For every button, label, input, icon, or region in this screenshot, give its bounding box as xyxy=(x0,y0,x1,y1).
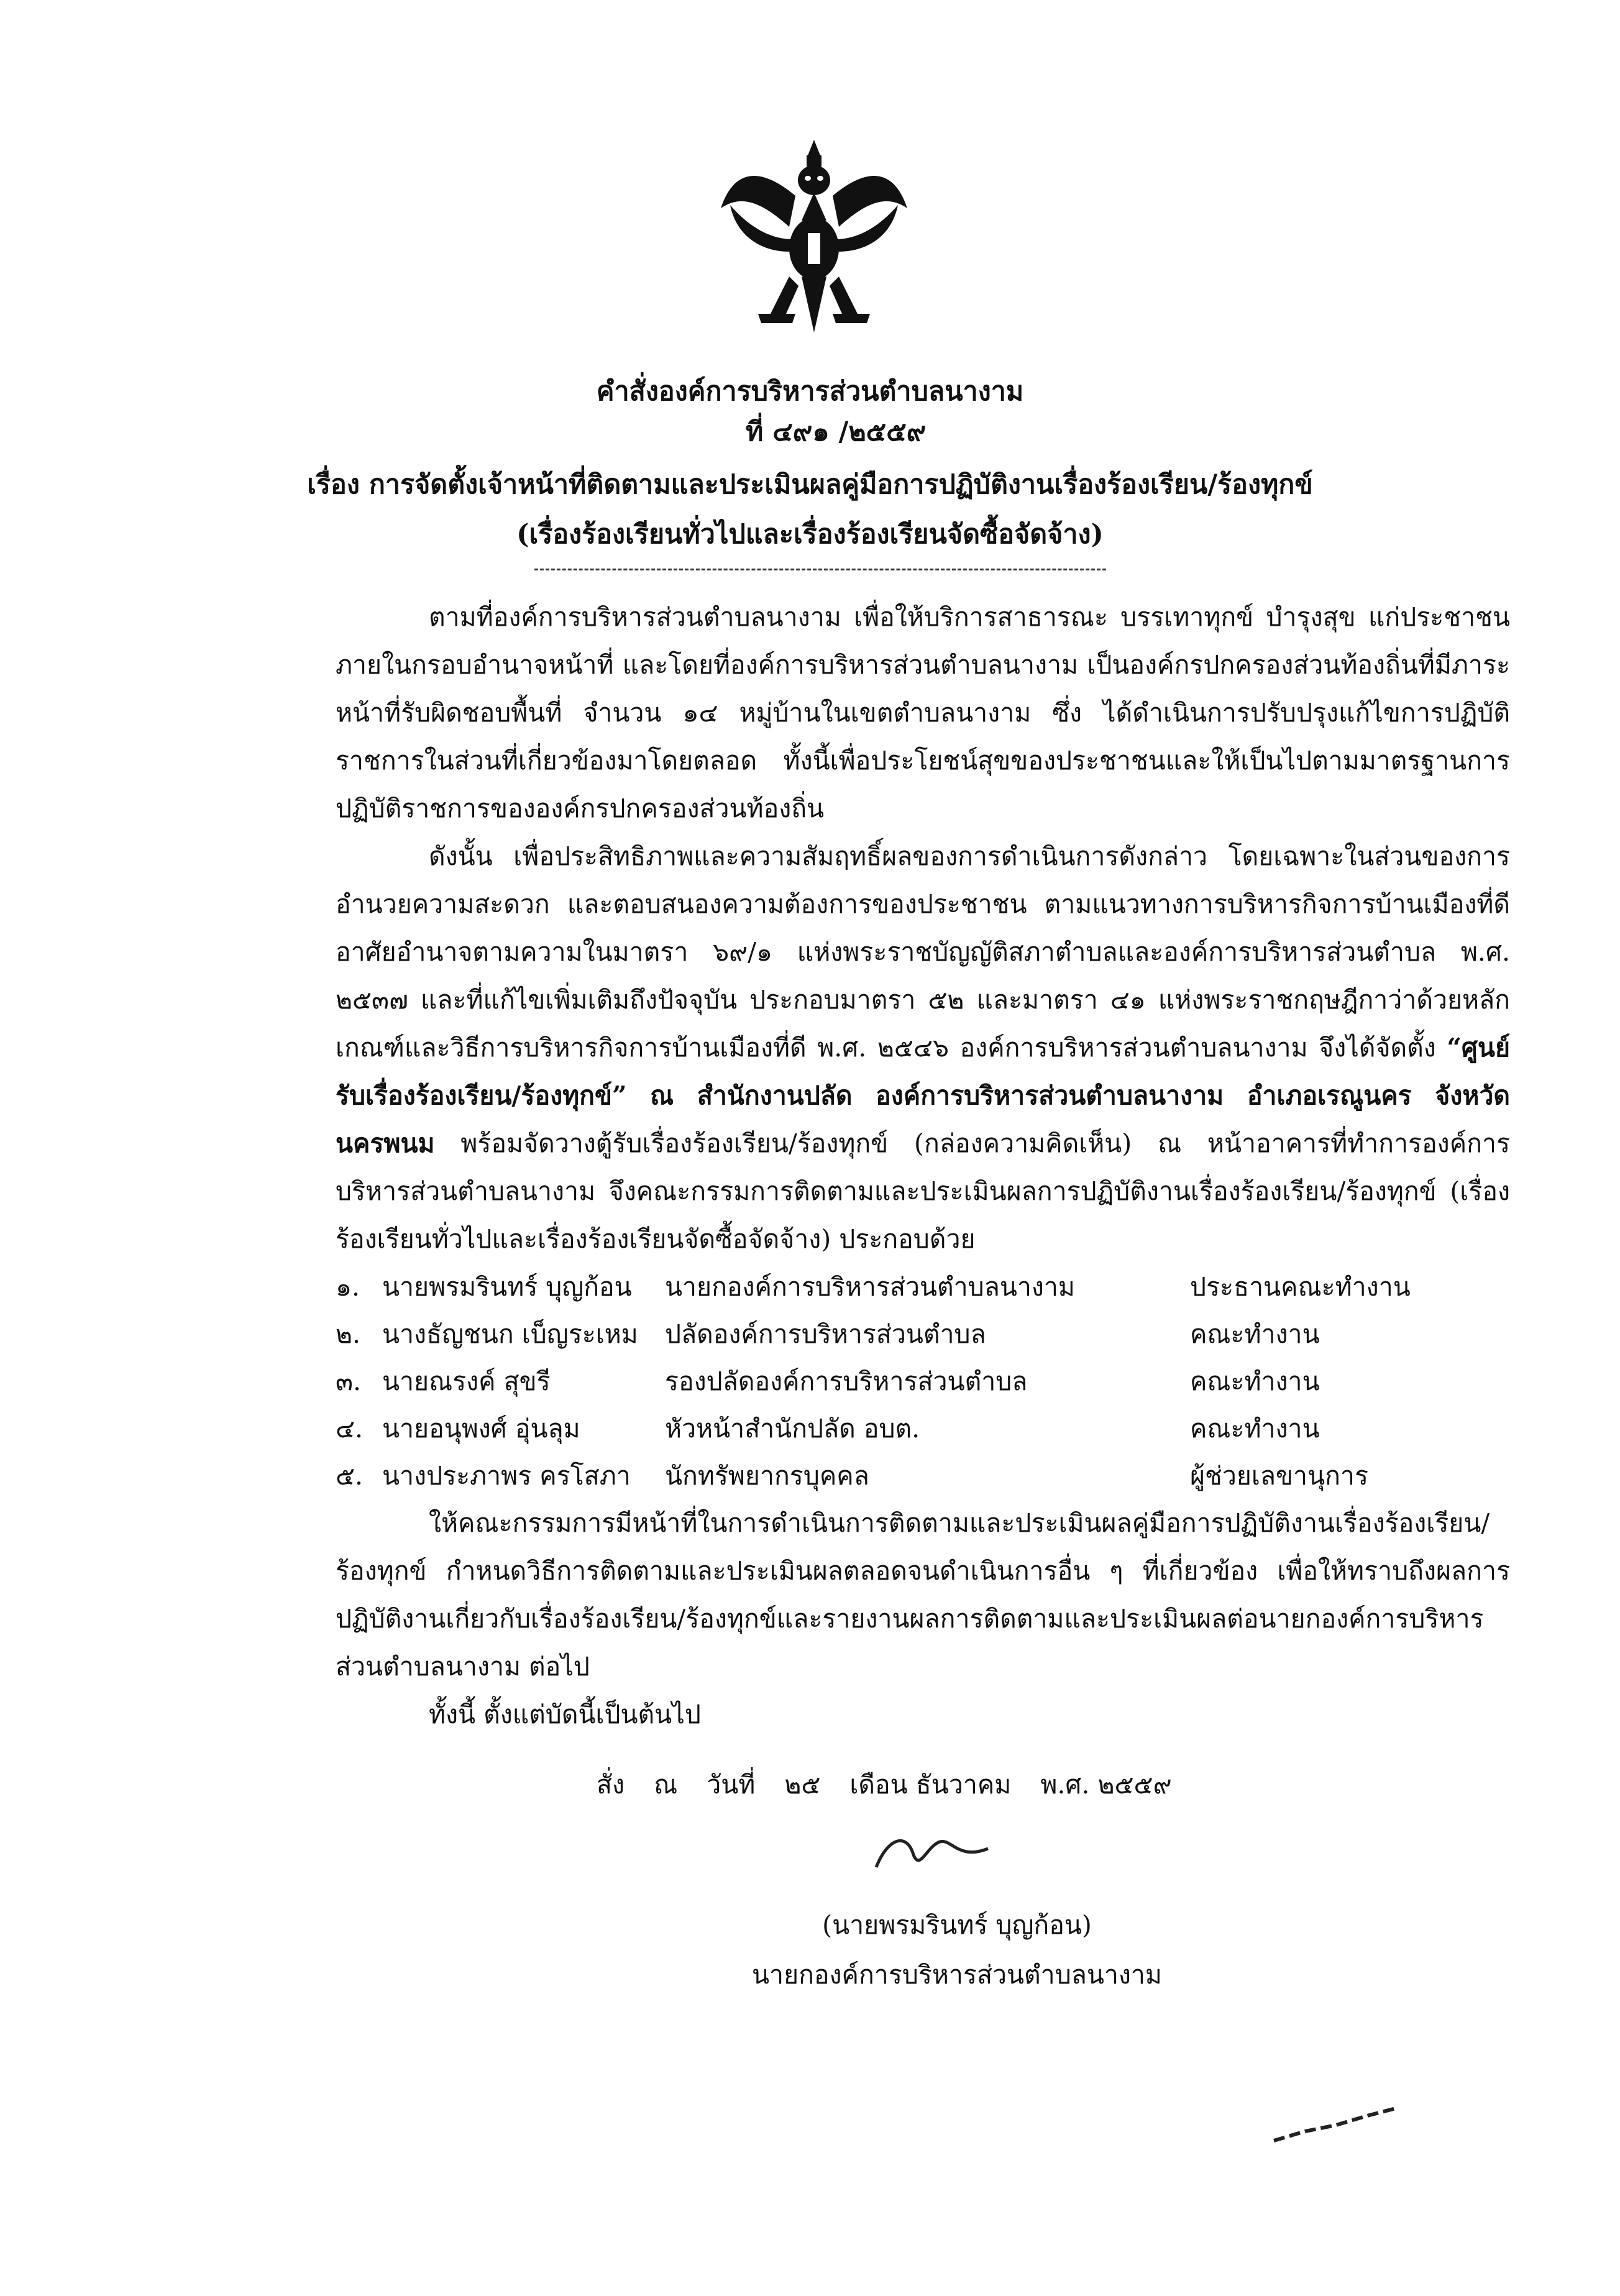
day-value: ๒๕ xyxy=(784,1770,821,1800)
member-name: นางธัญชนก เบ็ญระเหม xyxy=(382,1319,638,1349)
year-label: พ.ศ. ๒๕๕๙ xyxy=(1040,1770,1172,1800)
signer-title: นายกองค์การบริหารส่วนตำบลนางาม xyxy=(752,1960,1162,1990)
member-position: ปลัดองค์การบริหารส่วนตำบล xyxy=(665,1319,986,1349)
ink-mark xyxy=(1268,2100,1411,2150)
at-word: ณ xyxy=(654,1770,678,1800)
signing-date-line xyxy=(597,1765,1193,1805)
member-row xyxy=(336,1310,1510,1358)
member-role: คณะทำงาน xyxy=(1190,1366,1320,1396)
paragraph-2-part-a: ดังนั้น เพื่อประสิทธิภาพและความสัมฤทธิ์ผลของการดำเนินการดังกล่าว โดยเฉพาะในส่วนของการอำนวยความสะดวก และตอบสนองความต้องการของประชาชน ตามแนวทางการบริหารกิจการบ้านเมืองที่ดี อาศัยอำนาจตามความในมาตรา ๖๙/๑ แห่งพระราชบัญญัติสภาตำบลและองค์การบริหารส่วนตำบล พ.ศ. ๒๕๓๗ และที่แก้ไขเพิ่มเติมถึงปัจจุบัน ประกอบมาตรา ๕๒ และมาตรา ๔๑ แห่งพระราชกฤษฎีกาว่าด้วยหลักเกณฑ์และวิธีการบริหารกิจการบ้านเมืองที่ดี พ.ศ. ๒๕๔๖ องค์การบริหารส่วนตำบลนางาม จึงได้จัดตั้ง xyxy=(336,841,1510,1063)
member-number: ๑. xyxy=(336,1272,360,1302)
member-position: หัวหน้าสำนักปลัด อบต. xyxy=(665,1414,920,1443)
member-number: ๔. xyxy=(336,1414,364,1443)
member-row xyxy=(336,1358,1510,1405)
paragraph-2-part-b: พร้อมจัดวางตู้รับเรื่องร้องเรียน/ร้องทุกข์ (กล่องความคิดเห็น) ณ หน้าอาคารที่ทำการองค์การบริหารส่วนตำบลนางาม จึงคณะกรรมการติดตามและประเมินผลการปฏิบัติงานเรื่องร้องเรียน/ร้องทุกข์ (เรื่องร้องเรียนทั่วไปและเรื่องร้องเรียนจัดซื้อจัดจ้าง) ประกอบด้วย xyxy=(336,1128,1510,1254)
member-position: นักทรัพยากรบุคคล xyxy=(665,1461,869,1491)
paragraph-4: ทั้งนี้ ตั้งแต่บัดนี้เป็นต้นไป xyxy=(429,1699,701,1729)
member-role: ผู้ช่วยเลขานุการ xyxy=(1190,1461,1368,1491)
member-number: ๓. xyxy=(336,1366,362,1396)
order-title: คำสั่งองค์การบริหารส่วนตำบลนางาม xyxy=(596,376,1024,407)
member-role: ประธานคณะทำงาน xyxy=(1190,1272,1411,1302)
member-role: คณะทำงาน xyxy=(1190,1319,1320,1349)
day-label: วันที่ xyxy=(707,1770,756,1800)
order-subject-sub: (เรื่องร้องเรียนทั่วไปและเรื่องร้องเรียนจัดซื้อจัดจ้าง) xyxy=(516,519,1104,550)
month-label: เดือน ธันวาคม xyxy=(849,1770,1012,1800)
member-name: นายพรมรินทร์ บุญก้อน xyxy=(382,1272,632,1302)
title-separator xyxy=(534,569,1106,570)
paragraph-2 xyxy=(336,833,1510,1263)
member-position: รองปลัดองค์การบริหารส่วนตำบล xyxy=(665,1366,1028,1396)
committee-member-list xyxy=(336,1263,1510,1499)
member-row xyxy=(336,1263,1510,1310)
member-name: นายณรงค์ สุขรี xyxy=(382,1366,551,1396)
member-name: นางประภาพร ครโสภา xyxy=(382,1461,631,1491)
signature-mark xyxy=(864,1811,1000,1880)
order-number: ที่ ๔๙๑ /๒๕๕๙ xyxy=(746,416,927,447)
member-row xyxy=(336,1405,1510,1452)
member-role: คณะทำงาน xyxy=(1190,1414,1320,1443)
garuda-emblem-icon xyxy=(715,127,913,345)
paragraph-3: ให้คณะกรรมการมีหน้าที่ในการดำเนินการติดตามและประเมินผลคู่มือการปฏิบัติงานเรื่องร้องเรียน/ร้องทุกข์ กำหนดวิธีการติดตามและประเมินผลตลอดจนดำเนินการอื่น ๆ ที่เกี่ยวข้อง เพื่อให้ทราบถึงผลการปฏิบัติงานเกี่ยวกับเรื่องร้องเรียน/ร้องทุกข์และรายงานผลการติดตามและประเมินผลต่อนายกองค์การบริหารส่วนตำบลนางาม ต่อไป xyxy=(336,1508,1510,1681)
member-number: ๒. xyxy=(336,1319,361,1349)
paragraph-1: ตามที่องค์การบริหารส่วนตำบลนางาม เพื่อให้บริการสาธารณะ บรรเทาทุกข์ บำรุงสุข แก่ประชาชน ภายในกรอบอำนาจหน้าที่ และโดยที่องค์การบริหารส่วนตำบลนางาม เป็นองค์กรปกครองส่วนท้องถิ่นที่มีภาระหน้าที่รับผิดชอบพื้นที่ จำนวน ๑๔ หมู่บ้านในเขตตำบลนางาม ซึ่ง ได้ดำเนินการปรับปรุงแก้ไขการปฏิบัติราชการในส่วนที่เกี่ยวข้องมาโดยตลอด ทั้งนี้เพื่อประโยชน์สุขของประชาชนและให้เป็นไปตามมาตรฐานการปฏิบัติราชการขององค์กรปกครองส่วนท้องถิ่น xyxy=(336,602,1510,823)
member-name: นายอนุพงศ์ อุ่นลุม xyxy=(382,1414,580,1443)
order-subject: เรื่อง การจัดตั้งเจ้าหน้าที่ติดตามและประเมินผลคู่มือการปฏิบัติงานเรื่องร้องเรียน/ร้องทุกข์ xyxy=(307,469,1313,500)
member-number: ๕. xyxy=(336,1461,364,1491)
order-body xyxy=(336,593,1510,1739)
order-word: สั่ง xyxy=(597,1770,625,1800)
member-position: นายกองค์การบริหารส่วนตำบลนางาม xyxy=(665,1272,1075,1302)
signer-name: (นายพรมรินทร์ บุญก้อน) xyxy=(822,1910,1092,1940)
complaint-center-name: “ศูนย์รับเรื่องร้องเรียน/ร้องทุกข์” ณ สำนักงานปลัด องค์การบริหารส่วนตำบลนางาม อำเภอเรณูนคร จังหวัดนครพนม xyxy=(336,1033,1510,1158)
member-row xyxy=(336,1452,1510,1499)
